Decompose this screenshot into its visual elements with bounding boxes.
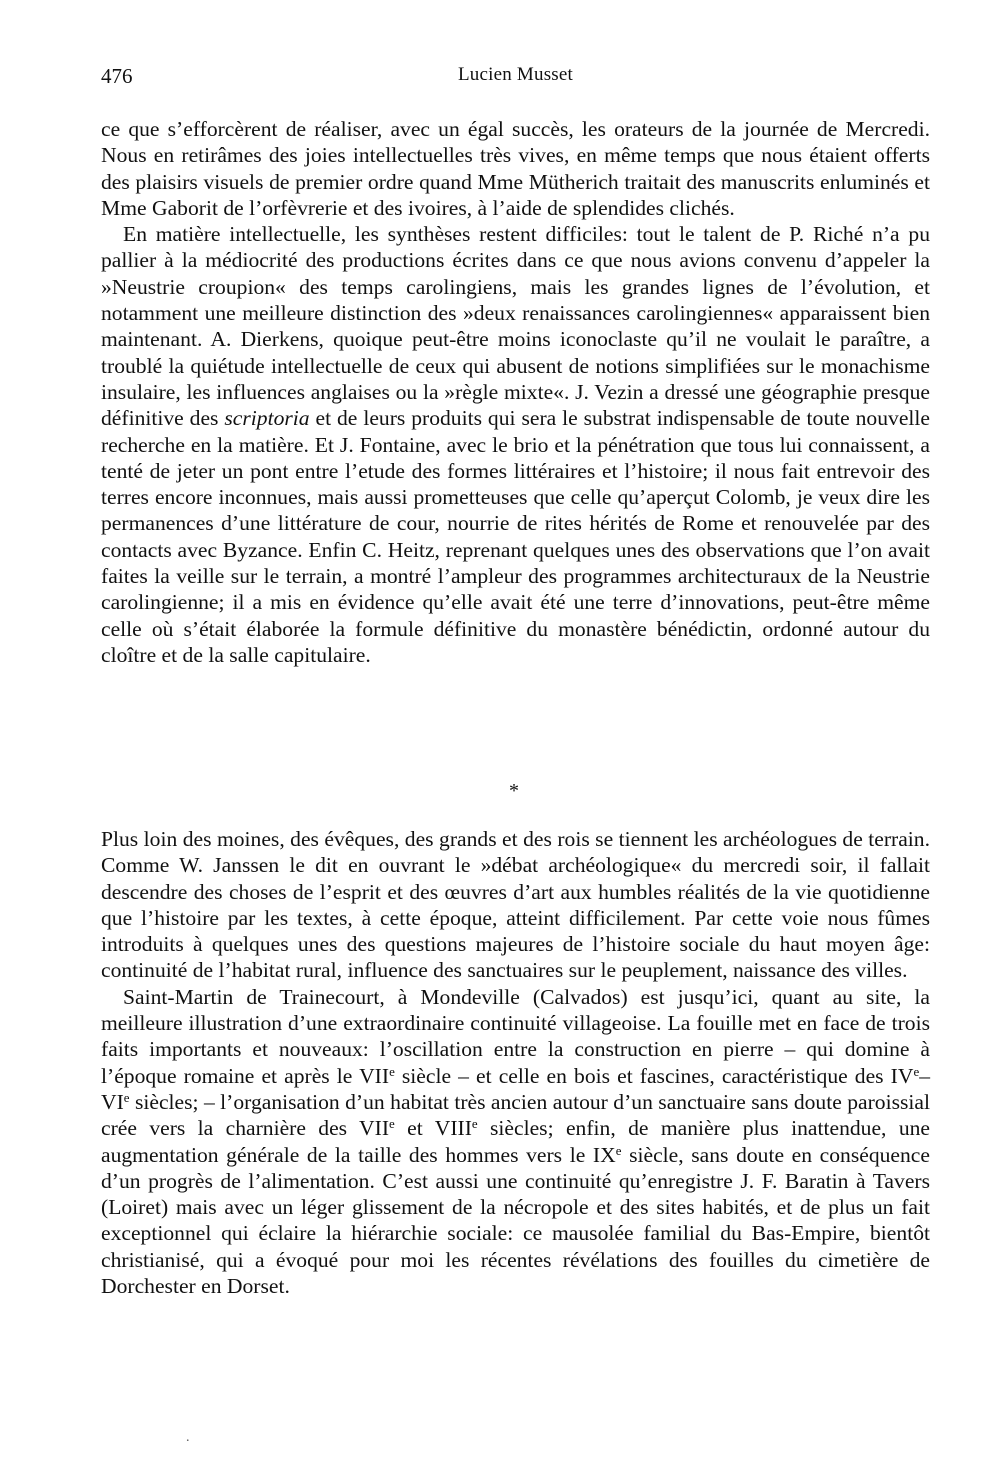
text-block-carolingian bbox=[101, 116, 930, 668]
superscript: e bbox=[615, 1142, 622, 1158]
paragraph-text: –VI bbox=[101, 1063, 930, 1114]
italic-term: scriptoria bbox=[224, 406, 310, 431]
paragraph bbox=[101, 984, 930, 1300]
paragraph-text: siècles; enfin, de manière plus inattendue, une augmentation générale de la taille des hommes vers le IX bbox=[101, 1116, 930, 1167]
paragraph-text: siècles; – l’organisation d’un habitat très ancien autour d’un sanctuaire sans doute paroissial crée vers la charnière des VII bbox=[101, 1089, 930, 1141]
paragraph-text: et de leurs produits qui sera le substrat indispensable de toute nouvelle recherche en la matière. Et J. Fontaine, avec le brio et la pénétration que tous lui connaissent, a tenté de jeter un pont entre l’etude des formes littéraires et l’histoire; il nous fait entrevoir des terres encore inconnues, mais aussi prometteuses que celle qu’aperçut Colomb, je veux dire les permanences d’une littérature de cour, nourrie de rites hérités de Rome et renouvelée par des contacts avec Byzance. Enfin C. Heitz, reprenant quelques unes des observations que l’on avait faites la veille sur le terrain, a montré l’ampleur des programmes architecturaux de la Neustrie carolingienne; il a mis en évidence qu’elle avait été une terre d’innovations, peut-être même celle où s’était élaborée la formule définitive du monastère bénédictin, ordonné autour du cloître et de la salle capitulaire. bbox=[101, 406, 930, 667]
superscript: e bbox=[913, 1063, 920, 1079]
paragraph-text: En matière intellectuelle, les synthèses restent difficiles: tout le talent de P. Riché n’a pu pallier à la médiocrité des productions écrites dans ce que nous avions convenu d’appeler la »Neustrie croupion« des temps carolingiens, mais les grandes lignes de l’évolution, et notamment une meilleure distinction des »deux renaissances carolingiennes« apparaissent bien maintenant. A. Dierkens, quoique peut-être moins iconoclaste qu’il ne voulait le paraître, a troublé la quiétude intellectuelle de ceux qui abusent de notions simplifiées sur le monachisme insulaire, les influences anglaises ou la »règle mixte«. J. Vezin a dressé une géographie presque définitive des bbox=[101, 222, 930, 431]
superscript: e bbox=[471, 1116, 478, 1132]
paragraph bbox=[101, 221, 930, 668]
paragraph-text: et VIII bbox=[394, 1116, 472, 1141]
paragraph-text: siècle, sans doute en conséquence d’un progrès de l’alimentation. C’est aussi une continuité qu’enregistre J. F. Baratin à Tavers (Loiret) mais avec un léger glissement de la nécropole et des sites habités, et de plus un fait exceptionnel qui éclaire la hiérarchie sociale: ce mausolée familial du Bas-Empire, bientôt christianisé, qui a évoqué pour moi les récentes révélations des fouilles du cimetière de Dorchester en Dorset. bbox=[101, 1142, 930, 1299]
text-block-archaeology bbox=[101, 826, 930, 1299]
page-number: 476 bbox=[101, 64, 133, 88]
running-head: Lucien Musset bbox=[458, 64, 573, 85]
paragraph: Plus loin des moines, des évêques, des grands et des rois se tiennent les archéologues de terrain. Comme W. Janssen le dit en ouvrant le »débat archéologique« du mercredi soir, il fallait descendre des choses de l’esprit et des œuvres d’art aux humbles réalités de la vie quotidienne que l’histoire par les textes, à cette époque, atteint difficilement. Par cette voie nous fûmes introduits à quelques unes des questions majeures de l’histoire sociale du haut moyen âge: continuité de l’habitat rural, influence des sanctuaires sur le peuplement, naissance des villes. bbox=[101, 827, 930, 983]
superscript: e bbox=[389, 1063, 395, 1079]
superscript: e bbox=[123, 1089, 130, 1105]
paragraph-text: Saint-Martin de Trainecourt, à Mondeville (Calvados) est jusqu’ici, quant au site, la meilleure illustration d’une extraordinaire continuité villageoise. La fouille met en face de trois faits importants et nouveaux: l’oscillation entre la construction en pierre – qui domine à l’époque romaine et après le VII bbox=[101, 984, 930, 1088]
superscript: e bbox=[389, 1116, 395, 1132]
footer-mark: . bbox=[186, 1430, 190, 1445]
paragraph: ce que s’efforcèrent de réaliser, avec un égal succès, les orateurs de la journée de Mercredi. Nous en retirâmes des joies intellectuelles très vives, en même temps que nous étaient offerts des plaisirs visuels de premier ordre quand Mme Mütherich traitait des manuscrits enluminés et Mme Gaborit de l’orfèvrerie et des ivoires, à l’aide de splendides clichés. bbox=[101, 117, 930, 220]
page-header bbox=[101, 64, 930, 94]
paragraph-text: siècle – et celle en bois et fascines, caractéristique des IV bbox=[394, 1063, 914, 1088]
section-separator: * bbox=[509, 780, 519, 802]
